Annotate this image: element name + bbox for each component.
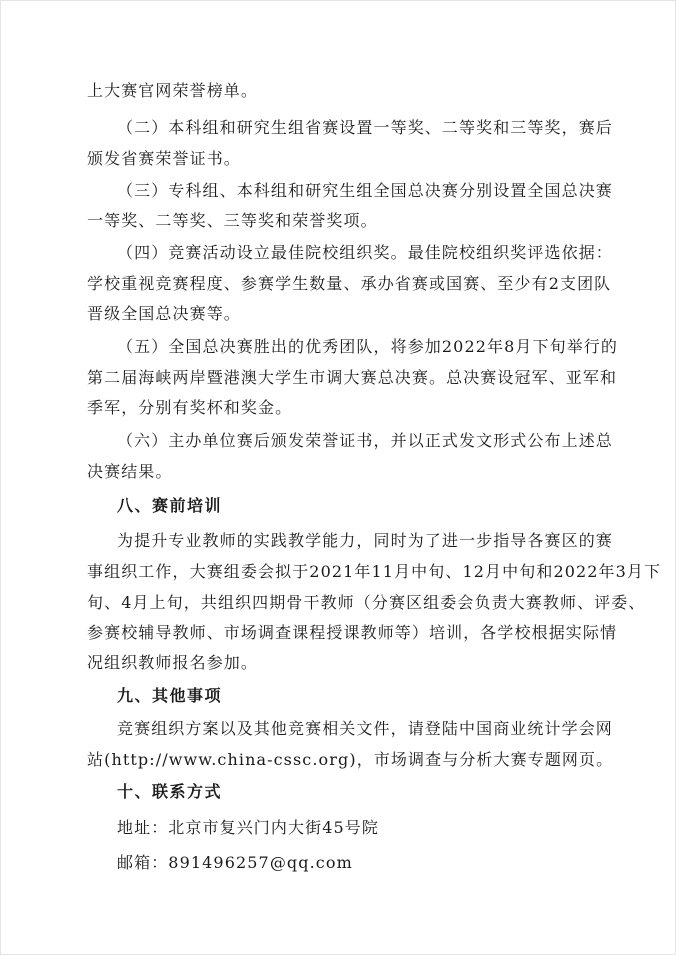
text-line: 颁发省赛荣誉证书。 bbox=[87, 149, 241, 168]
section-heading-contact: 十、联系方式 bbox=[117, 782, 223, 801]
contact-email: 邮箱：891496257@qq.com bbox=[117, 853, 353, 872]
paragraph-line: （三）专科组、本科组和研究生组全国总决赛分别设置全国总决赛 bbox=[117, 181, 613, 200]
text-line: 第二届海峡两岸暨港澳大学生市调大赛总决赛。总决赛设冠军、亚军和 bbox=[87, 368, 618, 387]
paragraph-line: （五）全国总决赛胜出的优秀团队，将参加2022年8月下旬举行的 bbox=[117, 337, 618, 356]
paragraph-line: （四）竞赛活动设立最佳院校组织奖。最佳院校组织奖评选依据： bbox=[117, 243, 613, 262]
section-heading-other: 九、其他事项 bbox=[117, 686, 223, 705]
text-line: 站(http://www.china-cssc.org)，市场调查与分析大赛专题网页。 bbox=[87, 750, 614, 769]
paragraph-line: 竞赛组织方案以及其他竞赛相关文件，请登陆中国商业统计学会网 bbox=[117, 719, 613, 738]
text-line: 决赛结果。 bbox=[87, 462, 173, 481]
text-line: 况组织教师报名参加。 bbox=[87, 653, 259, 672]
paragraph-line: （二）本科组和研究生组省赛设置一等奖、二等奖和三等奖，赛后 bbox=[117, 118, 613, 137]
section-heading-training: 八、赛前培训 bbox=[117, 496, 223, 515]
text-line: 学校重视竞赛程度、参赛学生数量、承办省赛或国赛、至少有2支团队 bbox=[87, 274, 612, 293]
text-line: 晋级全国总决赛等。 bbox=[87, 304, 241, 323]
contact-address: 地址：北京市复兴门内大街45号院 bbox=[117, 818, 379, 837]
paragraph-line: （六）主办单位赛后颁发荣誉证书，并以正式发文形式公布上述总 bbox=[117, 431, 613, 450]
text-line: 旬、4月上旬，共组织四期骨干教师（分赛区组委会负责大赛教师、评委、 bbox=[87, 593, 646, 612]
paragraph-line: 为提升专业教师的实践教学能力，同时为了进一步指导各赛区的赛 bbox=[117, 531, 613, 550]
text-line: 事组织工作，大赛组委会拟于2021年11月中旬、12月中旬和2022年3月下 bbox=[87, 562, 662, 581]
text-line: 上大赛官网荣誉榜单。 bbox=[87, 81, 259, 100]
text-line: 季军，分别有奖杯和奖金。 bbox=[87, 398, 293, 417]
text-line: 一等奖、二等奖、三等奖和荣誉奖项。 bbox=[87, 211, 378, 230]
text-line: 参赛校辅导教师、市场调查课程授课教师等）培训，各学校根据实际情 bbox=[87, 623, 618, 642]
